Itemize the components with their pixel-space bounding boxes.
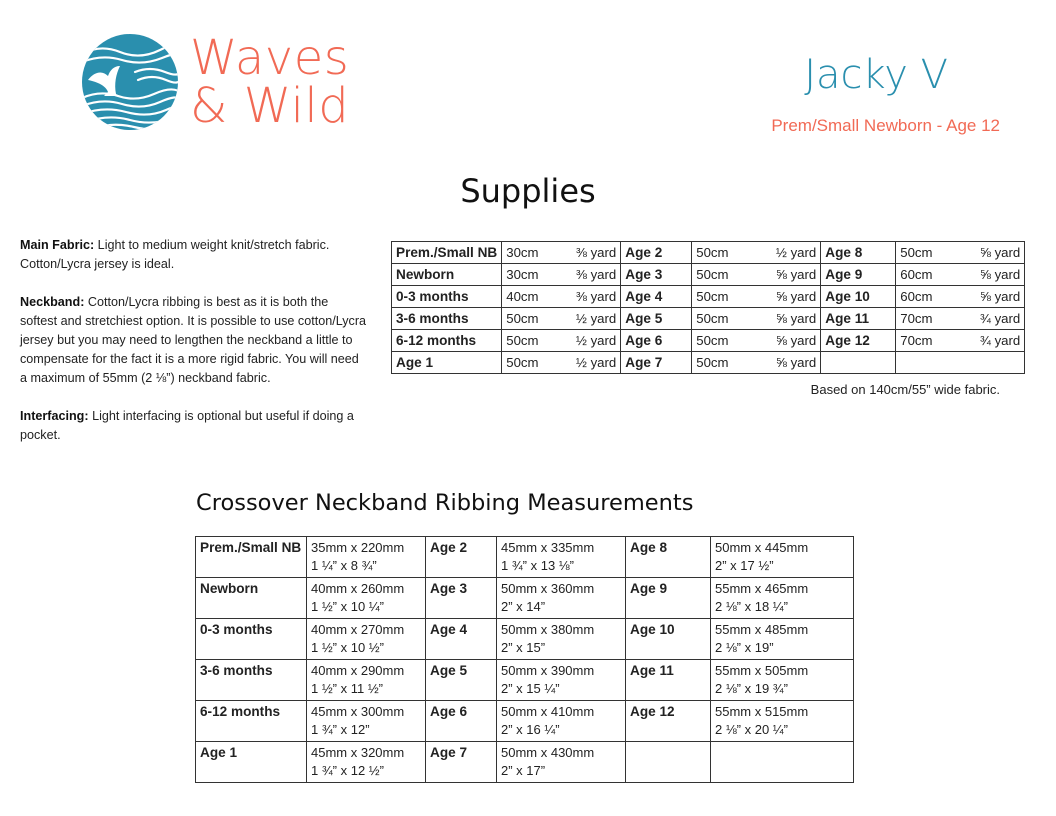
supplies-notes: [20, 236, 368, 464]
measurement-imperial: 1 ¼” x 8 ¾”: [311, 558, 377, 573]
size-cell: Newborn: [392, 264, 502, 286]
size-cell: Age 11: [821, 308, 896, 330]
size-cell: Age 10: [821, 286, 896, 308]
yardage-cell: ¾ yard: [974, 330, 1025, 352]
supplies-heading: Supplies: [460, 172, 596, 210]
measurement-cell: [497, 537, 626, 578]
size-cell: 6-12 months: [392, 330, 502, 352]
size-cell: Age 3: [426, 578, 497, 619]
measurement-cell: [307, 701, 426, 742]
measurement-metric: 55mm x 485mm: [715, 622, 809, 637]
yardage-cell: ½ yard: [564, 308, 621, 330]
measurement-cell: [711, 742, 854, 783]
metric-cell: 50cm: [692, 264, 765, 286]
measurement-imperial: 2” x 17 ½”: [715, 558, 774, 573]
metric-cell: 60cm: [896, 264, 975, 286]
size-cell: Prem./Small NB: [392, 242, 502, 264]
yardage-cell: ⅝ yard: [764, 308, 821, 330]
measurement-metric: 40mm x 270mm: [311, 622, 405, 637]
measurement-imperial: 1 ¾” x 12 ½”: [311, 763, 384, 778]
size-cell: Age 1: [196, 742, 307, 783]
neckband-note: [20, 293, 368, 388]
measurement-imperial: 2 ⅛” x 19”: [715, 640, 774, 655]
yardage-cell: ½ yard: [564, 352, 621, 374]
yardage-cell: ⅝ yard: [764, 286, 821, 308]
table-row: [196, 578, 854, 619]
measurement-metric: 50mm x 430mm: [501, 745, 595, 760]
size-cell: Age 6: [426, 701, 497, 742]
yardage-cell: ½ yard: [564, 330, 621, 352]
main-fabric-note: [20, 236, 368, 274]
size-cell: Age 5: [426, 660, 497, 701]
yardage-cell: [974, 352, 1025, 374]
measurement-cell: [497, 742, 626, 783]
measurement-cell: [711, 537, 854, 578]
measurement-metric: 55mm x 505mm: [715, 663, 809, 678]
interfacing-note: [20, 407, 368, 445]
measurement-metric: 50mm x 445mm: [715, 540, 809, 555]
ribbing-heading: Crossover Neckband Ribbing Measurements: [196, 490, 694, 516]
measurement-imperial: 2 ⅛” x 18 ¼”: [715, 599, 788, 614]
yardage-cell: ¾ yard: [974, 308, 1025, 330]
measurement-imperial: 1 ½” x 10 ½”: [311, 640, 384, 655]
metric-cell: 50cm: [502, 330, 565, 352]
size-cell: 3-6 months: [392, 308, 502, 330]
yardage-cell: ⅜ yard: [564, 264, 621, 286]
pattern-title: Jacky V: [804, 52, 948, 98]
interfacing-text: Light interfacing is optional but useful if doing a pocket.: [20, 409, 354, 442]
fabric-requirements-table: [391, 241, 1025, 374]
measurement-imperial: 1 ¾” x 12”: [311, 722, 370, 737]
measurement-metric: 40mm x 260mm: [311, 581, 405, 596]
metric-cell: 70cm: [896, 330, 975, 352]
measurement-imperial: 1 ½” x 10 ¼”: [311, 599, 384, 614]
measurement-cell: [307, 537, 426, 578]
measurement-metric: 50mm x 360mm: [501, 581, 595, 596]
measurement-metric: 55mm x 515mm: [715, 704, 809, 719]
measurement-imperial: 2” x 14”: [501, 599, 546, 614]
size-cell: Age 9: [821, 264, 896, 286]
metric-cell: 50cm: [692, 330, 765, 352]
table-row: [392, 264, 1025, 286]
measurement-imperial: 2 ⅛” x 20 ¼”: [715, 722, 788, 737]
measurement-metric: 45mm x 300mm: [311, 704, 405, 719]
yardage-cell: ⅝ yard: [974, 242, 1025, 264]
measurement-cell: [497, 578, 626, 619]
whale-tail-logo-icon: [80, 32, 180, 132]
measurement-metric: 45mm x 320mm: [311, 745, 405, 760]
measurement-cell: [497, 619, 626, 660]
measurement-imperial: 2” x 15”: [501, 640, 546, 655]
yardage-cell: ⅝ yard: [974, 286, 1025, 308]
metric-cell: 50cm: [692, 308, 765, 330]
metric-cell: 40cm: [502, 286, 565, 308]
measurement-imperial: 2” x 16 ¼”: [501, 722, 560, 737]
measurement-metric: 50mm x 390mm: [501, 663, 595, 678]
size-cell: [626, 742, 711, 783]
size-cell: Age 12: [626, 701, 711, 742]
size-cell: Age 5: [621, 308, 692, 330]
measurement-cell: [711, 660, 854, 701]
measurement-cell: [711, 619, 854, 660]
size-cell: Age 2: [426, 537, 497, 578]
metric-cell: 60cm: [896, 286, 975, 308]
interfacing-label: Interfacing:: [20, 409, 89, 423]
measurement-metric: 50mm x 380mm: [501, 622, 595, 637]
table-row: [196, 619, 854, 660]
size-cell: Age 8: [626, 537, 711, 578]
measurement-imperial: 2” x 15 ¼”: [501, 681, 560, 696]
metric-cell: 50cm: [692, 352, 765, 374]
size-cell: Age 12: [821, 330, 896, 352]
yardage-cell: ⅜ yard: [564, 242, 621, 264]
main-fabric-text: Light to medium weight knit/stretch fabric. Cotton/Lycra jersey is ideal.: [20, 238, 330, 271]
measurement-imperial: 2” x 17”: [501, 763, 546, 778]
size-cell: Age 11: [626, 660, 711, 701]
table-row: [392, 308, 1025, 330]
metric-cell: 50cm: [502, 308, 565, 330]
metric-cell: 50cm: [502, 352, 565, 374]
main-fabric-label: Main Fabric:: [20, 238, 95, 252]
measurement-cell: [307, 619, 426, 660]
metric-cell: 50cm: [692, 242, 765, 264]
table-row: [196, 660, 854, 701]
yardage-cell: ⅝ yard: [764, 330, 821, 352]
table-row: [392, 286, 1025, 308]
size-cell: [821, 352, 896, 374]
table-row: [392, 242, 1025, 264]
measurement-cell: [497, 660, 626, 701]
metric-cell: 30cm: [502, 264, 565, 286]
size-cell: Age 1: [392, 352, 502, 374]
size-cell: Age 2: [621, 242, 692, 264]
metric-cell: 70cm: [896, 308, 975, 330]
yardage-cell: ⅝ yard: [974, 264, 1025, 286]
yardage-cell: ⅝ yard: [764, 352, 821, 374]
metric-cell: 50cm: [692, 286, 765, 308]
measurement-metric: 45mm x 335mm: [501, 540, 595, 555]
brand-name-line1: Waves: [190, 30, 350, 86]
neckband-text: Cotton/Lycra ribbing is best as it is both the softest and stretchiest option. It is possible to use cotton/Lycra jersey but you may need to lengthen the neckband a little to compensate for the fact it is a more rigid fabric. You will need a maximum of 55mm (2 ⅛”) neckband fabric.: [20, 295, 367, 385]
size-cell: Age 4: [621, 286, 692, 308]
measurement-imperial: 1 ½” x 11 ½”: [311, 681, 384, 696]
size-cell: 3-6 months: [196, 660, 307, 701]
size-cell: Age 7: [426, 742, 497, 783]
size-cell: Age 3: [621, 264, 692, 286]
measurement-metric: 35mm x 220mm: [311, 540, 405, 555]
yardage-cell: ⅝ yard: [764, 264, 821, 286]
metric-cell: 30cm: [502, 242, 565, 264]
measurement-cell: [711, 578, 854, 619]
size-cell: Age 10: [626, 619, 711, 660]
fabric-width-note: Based on 140cm/55” wide fabric.: [810, 382, 1000, 397]
size-cell: Age 8: [821, 242, 896, 264]
yardage-cell: ½ yard: [764, 242, 821, 264]
measurement-cell: [711, 701, 854, 742]
size-cell: Age 4: [426, 619, 497, 660]
size-cell: 6-12 months: [196, 701, 307, 742]
brand-logo: [80, 32, 360, 136]
measurement-cell: [497, 701, 626, 742]
size-cell: Age 9: [626, 578, 711, 619]
metric-cell: 50cm: [896, 242, 975, 264]
measurement-metric: 55mm x 465mm: [715, 581, 809, 596]
size-cell: 0-3 months: [392, 286, 502, 308]
table-row: [196, 742, 854, 783]
measurement-cell: [307, 660, 426, 701]
measurement-metric: 40mm x 290mm: [311, 663, 405, 678]
size-cell: Age 6: [621, 330, 692, 352]
brand-name-line2: & Wild: [190, 78, 350, 134]
measurement-imperial: 2 ⅛” x 19 ¾”: [715, 681, 788, 696]
measurement-cell: [307, 578, 426, 619]
ribbing-measurements-table: [195, 536, 854, 783]
size-cell: Newborn: [196, 578, 307, 619]
measurement-imperial: 1 ¾” x 13 ⅛”: [501, 558, 574, 573]
pattern-size-range: Prem/Small Newborn - Age 12: [771, 116, 1000, 135]
table-row: [196, 537, 854, 578]
measurement-metric: 50mm x 410mm: [501, 704, 595, 719]
metric-cell: [896, 352, 975, 374]
measurement-cell: [307, 742, 426, 783]
neckband-label: Neckband:: [20, 295, 85, 309]
table-row: [392, 352, 1025, 374]
size-cell: Prem./Small NB: [196, 537, 307, 578]
yardage-cell: ⅜ yard: [564, 286, 621, 308]
table-row: [392, 330, 1025, 352]
size-cell: Age 7: [621, 352, 692, 374]
size-cell: 0-3 months: [196, 619, 307, 660]
table-row: [196, 701, 854, 742]
